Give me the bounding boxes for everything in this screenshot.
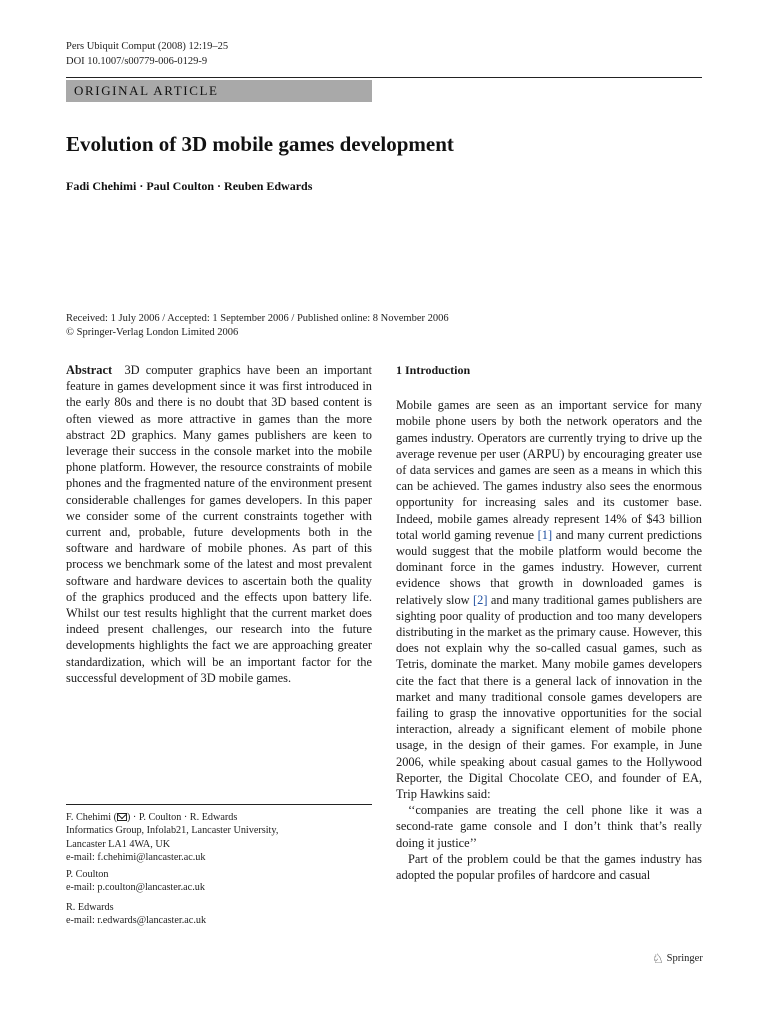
intro-paragraph-1: Mobile games are seen as an important service for many mobile phone users by both the network operators and the games industry. Operators are currently trying to drive up the average revenue per user (ARPU) by encouraging greater use of data services and games are seen as a means in which this can be achieved. The games industry also sees the enormous opportunity for increasing sales and its customer base. Indeed, mobile games already represent 14% of $43 billion total world gaming revenue [1] and many current predictions would suggest that the mobile platform would become the dominant force in the games industry. However, current evidence shows that growth in downloaded games is relatively slow [2] and many traditional games publishers are sighting poor quality of production and too many developers distributing in the market as the primary cause. However, this does not explain why the so-called casual games, such as Tetris, dominate the market. Many mobile games developers cite the fact that there is a general lack of innovation in the market and many traditional console games developers are failing to grasp the innovative opportunities for the social interaction, already a significant element of mobile phone usage, in the design of their games. For example, in June 2006, while speaking about casual games to the Hollywood Reporter, the Digital Chocolate CEO, and founder of EA, Trip Hawkins said:: [396, 398, 703, 802]
affiliation-block-edwards: [66, 901, 206, 928]
affiliation-block-coulton: [66, 868, 205, 895]
received-accepted-published: Received: 1 July 2006 / Accepted: 1 September 2006 / Published online: 8 November 2006: [66, 313, 449, 324]
intro-paragraph-2: Part of the problem could be that the games industry has adopted the popular profiles of hardcore and casual: [396, 851, 702, 883]
email-coulton[interactable]: e-mail: p.coulton@lancaster.ac.uk: [66, 882, 205, 894]
citation-link-1[interactable]: [1]: [537, 527, 553, 542]
author-name-edwards: R. Edwards: [66, 902, 114, 913]
author-name-coulton: P. Coulton: [66, 869, 109, 880]
author-list: Fadi Chehimi · Paul Coulton · Reuben Edwards: [66, 179, 313, 193]
paper-title: Evolution of 3D mobile games development: [66, 132, 454, 156]
publication-dates: [66, 312, 449, 340]
email-edwards[interactable]: e-mail: r.edwards@lancaster.ac.uk: [66, 915, 207, 927]
springer-horse-icon: ♘: [652, 951, 664, 966]
envelope-icon: [117, 813, 127, 821]
doi-line[interactable]: DOI 10.1007/s00779-006-0129-9: [66, 56, 208, 67]
publisher-name: Springer: [666, 953, 703, 964]
affiliation-institution: Informatics Group, Infolab21, Lancaster University,: [66, 825, 279, 837]
journal-citation: Pers Ubiquit Comput (2008) 12:19–25: [66, 41, 229, 52]
section-heading-introduction: 1 Introduction: [396, 363, 471, 377]
abstract-label: Abstract: [66, 363, 113, 377]
intro-quote: ‘‘companies are treating the cell phone like it was a second-rate game console and I don’t think that’s really doing it justice’’: [396, 803, 702, 850]
introduction-column: [396, 362, 702, 883]
publisher-footer: [652, 952, 703, 965]
email-chehimi[interactable]: e-mail: f.chehimi@lancaster.ac.uk: [66, 852, 206, 864]
affiliation-block-chehimi: [66, 811, 278, 865]
article-type-band: ORIGINAL ARTICLE: [66, 80, 372, 102]
abstract-paragraph: [66, 362, 372, 686]
header-rule: [66, 77, 702, 78]
author-names-line: F. Chehimi ( ) · P. Coulton · R. Edwards: [66, 812, 238, 823]
affiliation-rule: [66, 804, 372, 805]
citation-link-2[interactable]: [2]: [473, 592, 488, 607]
abstract-text: 3D computer graphics have been an important feature in games development since it was first introduced in the early 80s and there is no doubt that 3D based content is often viewed as more attractive in games than the more abstract 2D graphics. Many games publishers are keen to leverage their success in the console market into the mobile phone platform. However, the resource constraints of mobile phones and the fragmented nature of the environment present considerable challenges for games developers. In this paper we consider some of the current constraints together with current and, probable, future developments both in the software and hardware of mobile phones. As part of this process we benchmark some of the latest and most prevalent software and hardware devices to ascertain both the quality of the graphics produced and the effects upon battery life. Whilst our test results highlight that the current market does indeed present challenges, our research into the future developments highlights the fact we are approaching greater standardization, which will be an important factor for the successful development of 3D mobile games.: [66, 363, 372, 685]
copyright-line: © Springer-Verlag London Limited 2006: [66, 327, 239, 338]
abstract-column: [66, 362, 372, 686]
affiliation-address: Lancaster LA1 4WA, UK: [66, 838, 171, 850]
